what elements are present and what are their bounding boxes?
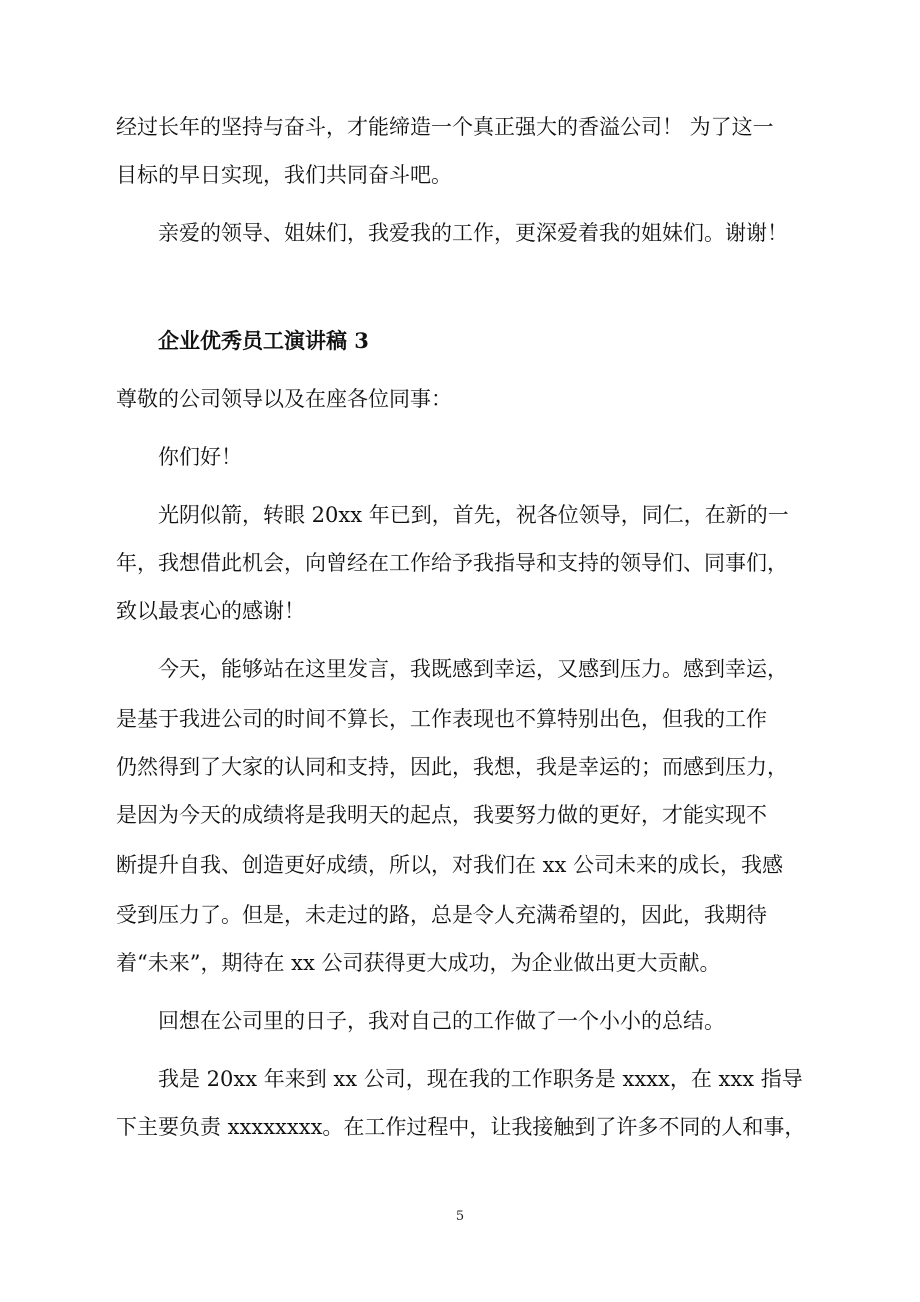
page-number: 5 [455, 1209, 465, 1224]
text-line: 年，我想借此机会，向曾经在工作给予我指导和支持的领导们、同事们， [116, 551, 788, 575]
text-line: 致以最衷心的感谢！ [116, 599, 305, 623]
text-line: 经过长年的坚持与奋斗，才能缔造一个真正强大的香溢公司！ 为了这一 [116, 115, 774, 139]
text-line: 断提升自我、创造更好成绩，所以，对我们在 xx 公司未来的成长，我感 [116, 853, 784, 877]
text-line: 着“未来”，期待在 xx 公司获得更大成功，为企业做出更大贡献。 [116, 951, 721, 975]
text-line: 仍然得到了大家的认同和支持，因此，我想，我是幸运的；而感到压力， [116, 755, 788, 779]
text-line: 下主要负责 xxxxxxxx。在工作过程中，让我接触到了许多不同的人和事， [116, 1115, 806, 1139]
text-line: 光阴似箭，转眼 20xx 年已到，首先，祝各位领导，同仁，在新的一 [158, 503, 789, 527]
text-line: 是基于我进公司的时间不算长，工作表现也不算特别出色，但我的工作 [116, 707, 767, 731]
text-line: 受到压力了。但是，未走过的路，总是令人充满希望的，因此，我期待 [116, 903, 767, 927]
text-line: 亲爱的领导、姐妹们，我爱我的工作，更深爱着我的姐妹们。谢谢！ [158, 221, 788, 245]
salutation: 尊敬的公司领导以及在座各位同事： [116, 387, 452, 411]
text-line: 回想在公司里的日子，我对自己的工作做了一个小小的总结。 [158, 1009, 725, 1033]
greeting: 你们好！ [158, 445, 242, 469]
text-line: 我是 20xx 年来到 xx 公司，现在我的工作职务是 xxxx，在 xxx 指导 [158, 1067, 803, 1091]
text-line: 是因为今天的成绩将是我明天的起点，我要努力做的更好，才能实现不 [116, 803, 767, 827]
text-line: 今天，能够站在这里发言，我既感到幸运，又感到压力。感到幸运， [158, 657, 788, 681]
section-heading: 企业优秀员工演讲稿 3 [158, 328, 369, 353]
text-line: 目标的早日实现，我们共同奋斗吧。 [116, 163, 452, 187]
